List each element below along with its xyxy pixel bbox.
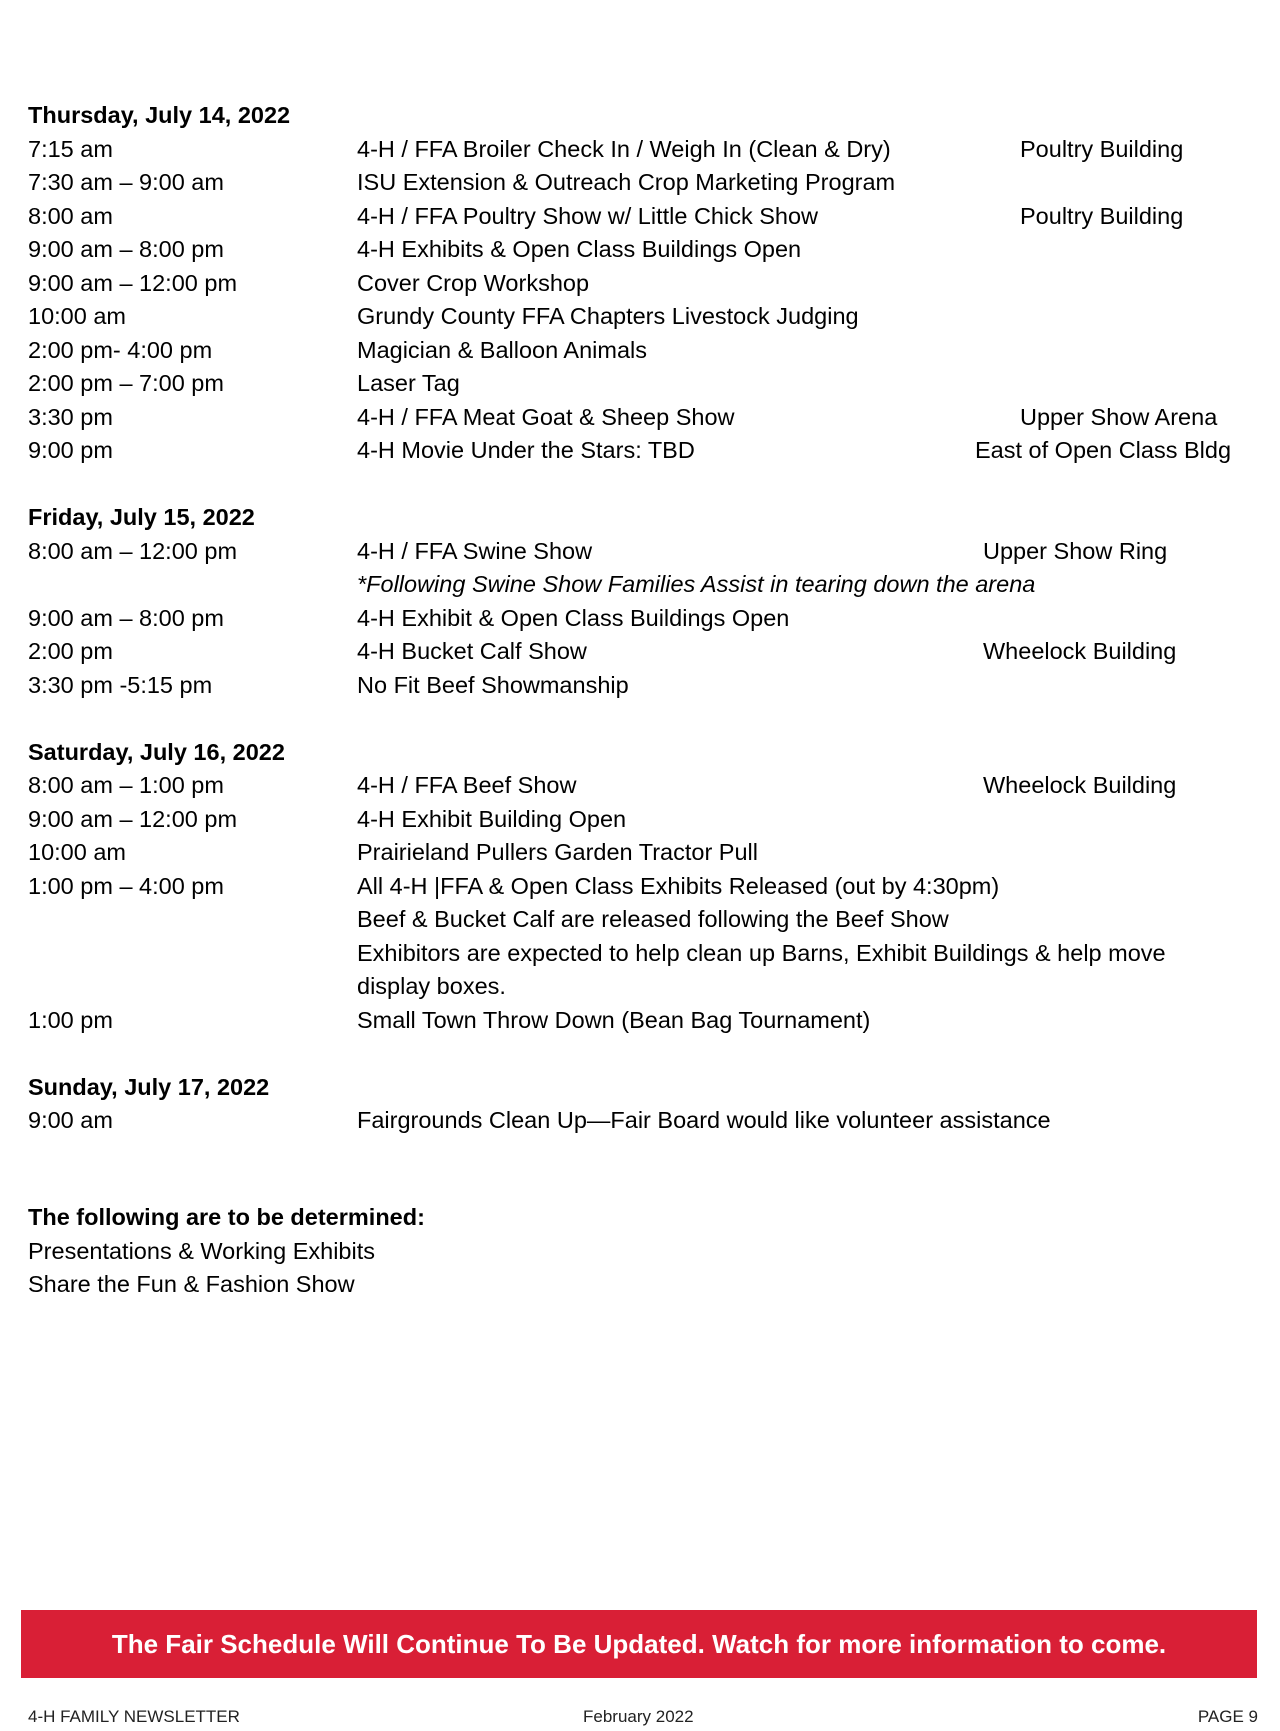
footer-newsletter-title: 4-H FAMILY NEWSLETTER: [28, 1707, 240, 1726]
event-location: Upper Show Arena: [1020, 403, 1218, 430]
event-time: 3:30 pm: [28, 403, 113, 430]
event-name: 4-H Exhibits & Open Class Buildings Open: [357, 236, 802, 262]
banner-text: The Fair Schedule Will Continue To Be Updated. Watch for more information to come.: [111, 1628, 1167, 1659]
event-name: 4-H / FFA Swine Show: [357, 537, 593, 564]
event-name: Fairgrounds Clean Up—Fair Board would like volunteer assistance: [357, 1107, 1051, 1133]
event-time: 7:30 am – 9:00 am: [28, 169, 224, 195]
event-time: 9:00 am – 12:00 pm: [28, 805, 238, 832]
event-name: Grundy County FFA Chapters Livestock Judging: [357, 303, 859, 329]
schedule-row: [28, 233, 1252, 267]
tbd-section: [28, 1201, 425, 1302]
event-time: 2:00 pm: [28, 638, 113, 664]
event-name: display boxes.: [357, 973, 506, 999]
tbd-item: Share the Fun & Fashion Show: [28, 1271, 355, 1297]
schedule-row: [28, 200, 1252, 234]
event-name: Prairieland Pullers Garden Tractor Pull: [357, 839, 758, 865]
schedule-row: [28, 535, 1252, 569]
event-name: 4-H / FFA Broiler Check In / Weigh In (Clean & Dry): [357, 135, 891, 162]
tbd-title: The following are to be determined:: [28, 1204, 425, 1230]
schedule-row: [28, 166, 1252, 200]
fair-schedule: [28, 99, 1252, 1138]
event-time: 3:30 pm -5:15 pm: [28, 671, 213, 698]
event-name: Laser Tag: [357, 370, 460, 396]
schedule-row: [28, 267, 1252, 301]
day-heading: Thursday, July 14, 2022: [28, 102, 291, 128]
event-location: Upper Show Ring: [983, 537, 1168, 564]
day-heading: Saturday, July 16, 2022: [28, 738, 285, 765]
schedule-row: [28, 1104, 1252, 1138]
event-name: Beef & Bucket Calf are released following the Beef Show: [357, 906, 949, 932]
schedule-row: [28, 970, 1252, 1004]
event-time: 7:15 am: [28, 135, 113, 162]
event-name: Exhibitors are expected to help clean up Barns, Exhibit Buildings & help move: [357, 939, 1166, 966]
event-location: Wheelock Building: [983, 772, 1177, 798]
event-name: Small Town Throw Down (Bean Bag Tournament): [357, 1006, 871, 1033]
schedule-row: [28, 602, 1252, 636]
schedule-row: [28, 937, 1252, 971]
event-name: 4-H Exhibit & Open Class Buildings Open: [357, 604, 790, 631]
event-time: 2:00 pm- 4:00 pm: [28, 336, 213, 363]
page-footer: [28, 1707, 1258, 1731]
event-note: *Following Swine Show Families Assist in tearing down the arena: [357, 571, 1036, 597]
update-banner: [21, 1610, 1257, 1678]
event-time: 10:00 am: [28, 839, 126, 865]
schedule-row: [28, 367, 1252, 401]
day-heading: Sunday, July 17, 2022: [28, 1073, 270, 1100]
event-time: 1:00 pm – 4:00 pm: [28, 872, 224, 899]
event-time: 8:00 am: [28, 202, 113, 229]
event-name: Magician & Balloon Animals: [357, 336, 647, 363]
footer-date: February 2022: [583, 1707, 694, 1726]
event-time: 9:00 am – 12:00 pm: [28, 269, 238, 296]
schedule-row: [28, 836, 1252, 870]
schedule-row: [28, 1004, 1252, 1038]
event-time: 9:00 pm: [28, 437, 113, 463]
event-name: 4-H / FFA Meat Goat & Sheep Show: [357, 403, 735, 430]
event-name: Cover Crop Workshop: [357, 269, 590, 296]
event-name: 4-H Movie Under the Stars: TBD: [357, 437, 695, 463]
event-name: 4-H / FFA Beef Show: [357, 772, 577, 798]
schedule-row: [28, 903, 1252, 937]
schedule-row: [28, 334, 1252, 368]
schedule-row: [28, 568, 1252, 602]
event-time: 9:00 am – 8:00 pm: [28, 604, 224, 631]
schedule-row: [28, 401, 1252, 435]
event-name: 4-H Exhibit Building Open: [357, 805, 627, 832]
event-name: 4-H Bucket Calf Show: [357, 638, 587, 664]
event-time: 8:00 am – 1:00 pm: [28, 772, 224, 798]
event-name: ISU Extension & Outreach Crop Marketing Program: [357, 169, 896, 195]
schedule-row: [28, 133, 1252, 167]
schedule-row: [28, 300, 1252, 334]
event-location: Wheelock Building: [983, 638, 1177, 664]
schedule-row: [28, 669, 1252, 703]
event-time: 1:00 pm: [28, 1006, 113, 1033]
schedule-row: [28, 434, 1252, 468]
tbd-item: Presentations & Working Exhibits: [28, 1237, 376, 1264]
footer-page-number: PAGE 9: [1197, 1707, 1258, 1726]
event-time: 2:00 pm – 7:00 pm: [28, 370, 224, 396]
event-name: No Fit Beef Showmanship: [357, 671, 629, 698]
event-name: 4-H / FFA Poultry Show w/ Little Chick Show: [357, 202, 819, 229]
event-location: Poultry Building: [1020, 202, 1184, 229]
schedule-row: [28, 870, 1252, 904]
schedule-row: [28, 635, 1252, 669]
day-heading: Friday, July 15, 2022: [28, 504, 255, 530]
event-name: All 4-H |FFA & Open Class Exhibits Released (out by 4:30pm): [357, 872, 1000, 899]
schedule-row: [28, 803, 1252, 837]
event-time: 10:00 am: [28, 303, 126, 329]
event-location: Poultry Building: [1020, 135, 1184, 162]
event-location: East of Open Class Bldg: [975, 437, 1232, 463]
schedule-row: [28, 769, 1252, 803]
event-time: 8:00 am – 12:00 pm: [28, 537, 238, 564]
event-time: 9:00 am – 8:00 pm: [28, 236, 224, 262]
event-time: 9:00 am: [28, 1107, 113, 1133]
